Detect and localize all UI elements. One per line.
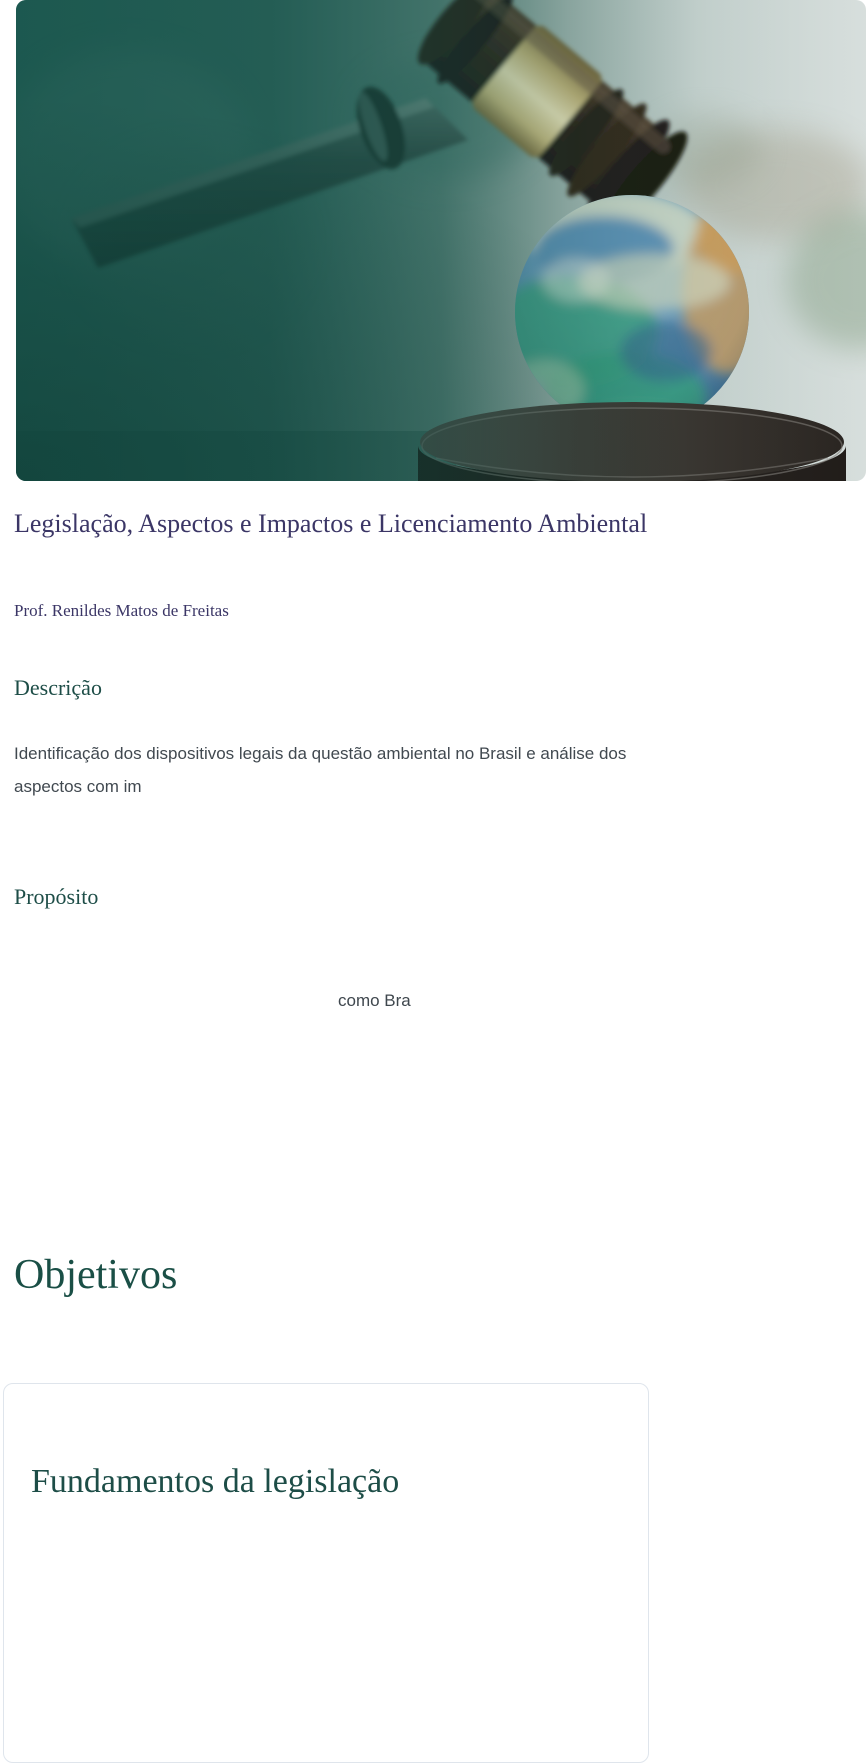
objective-card[interactable] <box>3 1383 649 1763</box>
gavel-globe-illustration <box>16 0 866 481</box>
objective-card-title: Fundamentos da legislação <box>31 1463 400 1500</box>
description-text: Identificação dos dispositivos legais da questão ambiental no Brasil e análise dos aspectos com im <box>14 744 627 796</box>
purpose-heading: Propósito <box>14 884 99 909</box>
objectives-heading: Objetivos <box>14 1252 178 1298</box>
hero-image <box>16 0 866 481</box>
course-instructor: Prof. Renildes Matos de Freitas <box>14 601 229 620</box>
course-page-content <box>0 481 866 1572</box>
purpose-partial-text: como Bra <box>338 991 411 1010</box>
description-heading: Descrição <box>14 675 102 700</box>
course-title: Legislação, Aspectos e Impactos e Licenciamento Ambiental <box>14 509 648 538</box>
